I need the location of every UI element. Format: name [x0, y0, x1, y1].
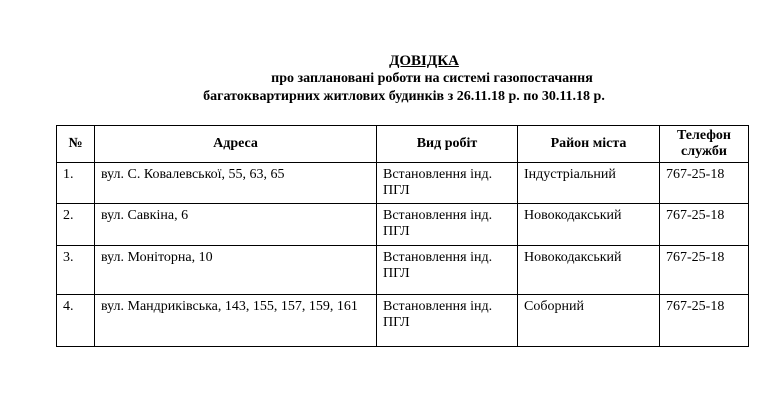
row-phone: 767-25-18 [660, 246, 749, 295]
table-header-row [57, 126, 749, 163]
header-work-type: Вид робіт [377, 126, 518, 163]
header-num: № [57, 126, 95, 163]
row-address: вул. Моніторна, 10 [95, 246, 377, 295]
table-row [57, 295, 749, 347]
row-district: Соборний [518, 295, 660, 347]
document-title: ДОВІДКА [389, 53, 459, 69]
row-work-type: Встановлення інд. ПГЛ [377, 163, 518, 204]
table-row [57, 163, 749, 204]
document-header [0, 52, 772, 106]
row-phone: 767-25-18 [660, 295, 749, 347]
row-num: 2. [57, 204, 95, 246]
row-work-type: Встановлення інд. ПГЛ [377, 246, 518, 295]
row-district: Індустріальний [518, 163, 660, 204]
row-district: Новокодакський [518, 246, 660, 295]
row-work-type: Встановлення інд. ПГЛ [377, 204, 518, 246]
table-row [57, 204, 749, 246]
table-row [57, 246, 749, 295]
header-district: Район міста [518, 126, 660, 163]
document-subtitle-line2: багатоквартирних житлових будинків з 26.11.18 р. по 30.11.18 р. [203, 89, 605, 104]
header-phone: Телефон служби [660, 126, 749, 163]
row-address: вул. Савкіна, 6 [95, 204, 377, 246]
works-table [56, 125, 749, 347]
row-address: вул. С. Ковалевської, 55, 63, 65 [95, 163, 377, 204]
row-district: Новокодакський [518, 204, 660, 246]
row-address: вул. Мандриківська, 143, 155, 157, 159, 161 [95, 295, 377, 347]
row-phone: 767-25-18 [660, 163, 749, 204]
row-work-type: Встановлення інд. ПГЛ [377, 295, 518, 347]
row-num: 4. [57, 295, 95, 347]
document-subtitle-line1: про заплановані роботи на системі газопостачання [271, 71, 593, 86]
row-num: 3. [57, 246, 95, 295]
row-num: 1. [57, 163, 95, 204]
row-phone: 767-25-18 [660, 204, 749, 246]
header-address: Адреса [95, 126, 377, 163]
